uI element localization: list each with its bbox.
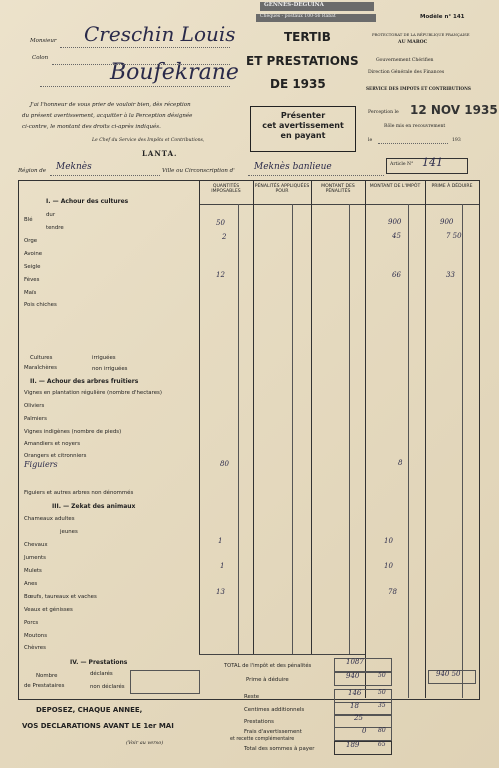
footer-line-2: VOS DECLARATIONS AVANT LE 1er MAI: [22, 722, 174, 730]
total-payer-cents: 65: [378, 741, 386, 748]
prestations-value: 25: [354, 714, 363, 722]
col-line-2: [253, 180, 254, 654]
footer-line-3: (Voir au verso): [126, 740, 164, 746]
title-line-3: DE 1935: [270, 77, 326, 91]
row-cultures: Cultures: [30, 355, 53, 361]
signature-name: LANTA.: [142, 149, 178, 158]
section-4-title: IV. — Prestations: [70, 659, 128, 666]
stamp-cheque: Chèques - postaux 100-56 Rabat: [256, 14, 376, 22]
col-line-3b: [349, 204, 350, 654]
region-line: [50, 175, 160, 176]
row-chevaux: Chevaux: [24, 542, 48, 548]
row-mulets: Mulets: [24, 568, 42, 574]
col-line-4b: [408, 204, 409, 698]
government-text: Gouvernement Chérifien: [376, 58, 434, 63]
reste-value: 146: [348, 689, 362, 697]
service-text: SERVICE DES IMPOTS ET CONTRIBUTIONS: [366, 86, 471, 91]
row-figuiers-hand: Figuiers: [24, 460, 58, 469]
col-line-3: [311, 180, 312, 654]
table-bottom-line: [199, 654, 365, 655]
row-ble: Blé: [24, 217, 33, 223]
row-anes: Anes: [24, 581, 38, 587]
prestations-value-box: [334, 714, 392, 728]
present-line-1: Présenter: [280, 111, 326, 120]
row-veaux: Veaux et génisses: [24, 607, 73, 613]
frais-label-2: et recette complémentaire: [230, 737, 295, 742]
stamp-org: GENNES-DEGUINA: [260, 2, 374, 11]
row-porcs: Porcs: [24, 620, 39, 626]
row-ble-dur: dur: [46, 212, 56, 218]
notice-line-3: ci-contre, le montant des droits ci-après indiqués.: [22, 124, 161, 130]
row-amandiers: Amandiers et noyers: [24, 441, 81, 447]
value-figuiers-impot: 8: [398, 459, 403, 467]
value-tendre-prime: 900: [440, 218, 454, 226]
row-mais: Maïs: [24, 290, 37, 296]
signature-title: Le Chef du Service des Impôts et Contributions,: [92, 138, 205, 143]
row-declares: déclarés: [90, 671, 113, 677]
row-feves: Fèves: [24, 277, 40, 283]
col-line-5b: [462, 204, 463, 698]
row-vignes-plantation: Vignes en plantation régulière (nombre d'hectares): [24, 390, 162, 396]
value-chevaux-impot: 10: [384, 537, 393, 545]
value-boeufs-qty: 13: [216, 588, 225, 596]
place-line: [40, 86, 230, 87]
perception-date: 12 NOV 1935: [410, 103, 498, 117]
reste-cents: 50: [378, 689, 386, 696]
footer-line-1: DEPOSEZ, CHAQUE ANNEE,: [36, 706, 143, 714]
total-payer-label: Total des sommes à payer: [244, 746, 315, 752]
value-mulets-impot: 10: [384, 562, 393, 570]
row-orge: Orge: [24, 238, 38, 244]
value-orge-impot: 45: [392, 232, 401, 240]
addressee-name: Creschin Louis: [84, 22, 236, 46]
value-chevaux-qty: 1: [218, 537, 223, 545]
row-non-declares: non déclarés: [90, 684, 125, 690]
col-prime: PRIME À DÉDUIRE: [431, 184, 473, 189]
ville-value: Meknès banlieue: [254, 162, 332, 172]
colon-line: [52, 64, 230, 65]
header-row-line: [199, 204, 479, 205]
total-label: TOTAL de l'impôt et des pénalités: [224, 663, 312, 669]
name-line: [60, 47, 230, 48]
colon-label: Colon: [32, 55, 49, 61]
title-line-2: ET PRESTATIONS: [246, 54, 359, 68]
col-quantites: QUANTITÉS IMPOSABLES: [211, 184, 241, 194]
ville-line: [248, 175, 384, 176]
row-nombre: Nombre: [36, 673, 58, 679]
row-prestataires: de Prestataires: [24, 683, 65, 689]
country-text: AU MAROC: [398, 40, 428, 45]
col-penalites: PÉNALITÉS APPLIQUÉES POUR: [254, 184, 310, 194]
perception-label: Perception le: [368, 110, 399, 115]
article-value: 141: [422, 156, 443, 169]
value-feves-qty: 12: [216, 271, 225, 279]
value-mulets-qty: 1: [220, 562, 225, 570]
prestataires-box: [130, 670, 200, 694]
value-orge-qty: 2: [222, 233, 227, 241]
row-chevres: Chèvres: [24, 645, 46, 651]
row-chameaux: Chameaux adultes: [24, 516, 75, 522]
value-figuiers-qty: 80: [220, 460, 229, 468]
value-tendre-qty: 50: [216, 219, 225, 227]
prime-label: Prime à déduire: [246, 677, 289, 683]
present-line-2: cet avertissement: [262, 121, 344, 130]
reste-label: Reste: [244, 694, 260, 700]
le-line: [378, 143, 448, 144]
title-line-1: TERTIB: [284, 30, 331, 44]
row-jeunes: jeunes: [60, 529, 78, 535]
row-figuiers: Figuiers et autres arbres non dénommés: [24, 490, 134, 496]
prestations-label: Prestations: [244, 719, 274, 725]
notice-line-1: J'ai l'honneur de vous prier de vouloir bien, dès réception: [30, 102, 191, 108]
col-line-5: [425, 180, 426, 698]
present-line-3: en payant: [280, 131, 326, 140]
section-3-title: III. — Zekat des animaux: [52, 503, 136, 510]
col-montant-impot: MONTANT DE L'IMPÔT: [369, 184, 421, 189]
row-maraicheres: Maraîchères: [24, 365, 57, 371]
row-boeufs: Bœufs, taureaux et vaches: [24, 594, 97, 600]
value-orge-prime: 7 50: [446, 232, 462, 240]
row-palmiers: Palmiers: [24, 416, 47, 422]
col-line-1b: [238, 204, 239, 654]
frais-value: 0: [362, 727, 367, 735]
region-value: Meknès: [56, 162, 92, 172]
frais-label: Frais d'avertissement: [244, 729, 302, 735]
row-moutons: Moutons: [24, 633, 48, 639]
value-tendre-impot: 900: [388, 218, 402, 226]
row-juments: Juments: [24, 555, 46, 561]
prime-value: 940: [346, 672, 360, 680]
value-feves-impot: 66: [392, 271, 401, 279]
centimes-cents: 35: [378, 702, 386, 709]
prime-cents: 50: [378, 672, 386, 679]
col-line-1: [199, 180, 200, 654]
row-pois: Pois chiches: [24, 302, 57, 308]
role-label: Rôle mis en recouvrement: [384, 124, 446, 129]
addressee-place: Boufekrane: [110, 60, 239, 85]
row-seigle: Seigle: [24, 264, 41, 270]
model-number: Modèle n° 141: [420, 14, 465, 20]
row-vignes-indigenes: Vignes indigènes (nombre de pieds): [24, 429, 122, 435]
direction-text: Direction Générale des Finances: [368, 70, 445, 75]
row-irriguees: irriguées: [92, 355, 116, 361]
row-oliviers: Oliviers: [24, 403, 45, 409]
monsieur-label: Monsieur: [30, 38, 57, 44]
col-line-2b: [292, 204, 293, 654]
main-table: [18, 180, 480, 700]
row-orangers: Orangers et citronniers: [24, 453, 87, 459]
protectorate-text: PROTECTORAT DE LA RÉPUBLIQUE FRANÇAISE: [372, 32, 470, 37]
present-box: [250, 106, 356, 152]
centimes-label: Centimes additionnels: [244, 707, 305, 713]
value-boeufs-impot: 78: [388, 588, 397, 596]
article-label: Article N°: [390, 162, 414, 167]
year-suffix: 193: [452, 138, 461, 143]
row-ble-tendre: tendre: [46, 225, 64, 231]
prime-col-value: 940 50: [436, 670, 461, 678]
frais-cents: 80: [378, 727, 386, 734]
value-feves-prime: 33: [446, 271, 455, 279]
section-1-title: I. — Achour des cultures: [46, 198, 129, 205]
row-non-irriguees: non irriguées: [92, 366, 128, 372]
le-label: le: [368, 138, 373, 143]
row-avoine: Avoine: [24, 251, 43, 257]
region-label: Région de: [18, 168, 47, 174]
section-2-title: II. — Achour des arbres fruitiers: [30, 378, 139, 385]
col-line-4: [365, 180, 366, 698]
notice-line-2: du présent avertissement, acquitter à la Perception désignée: [22, 113, 193, 119]
ville-label: Ville ou Circonscription d': [162, 168, 235, 174]
centimes-value: 18: [350, 702, 359, 710]
col-montant-penalites: MONTANT DES PÉNALITÉS: [321, 184, 355, 194]
total-payer-value: 189: [346, 741, 360, 749]
total-value: 1087: [346, 658, 364, 666]
